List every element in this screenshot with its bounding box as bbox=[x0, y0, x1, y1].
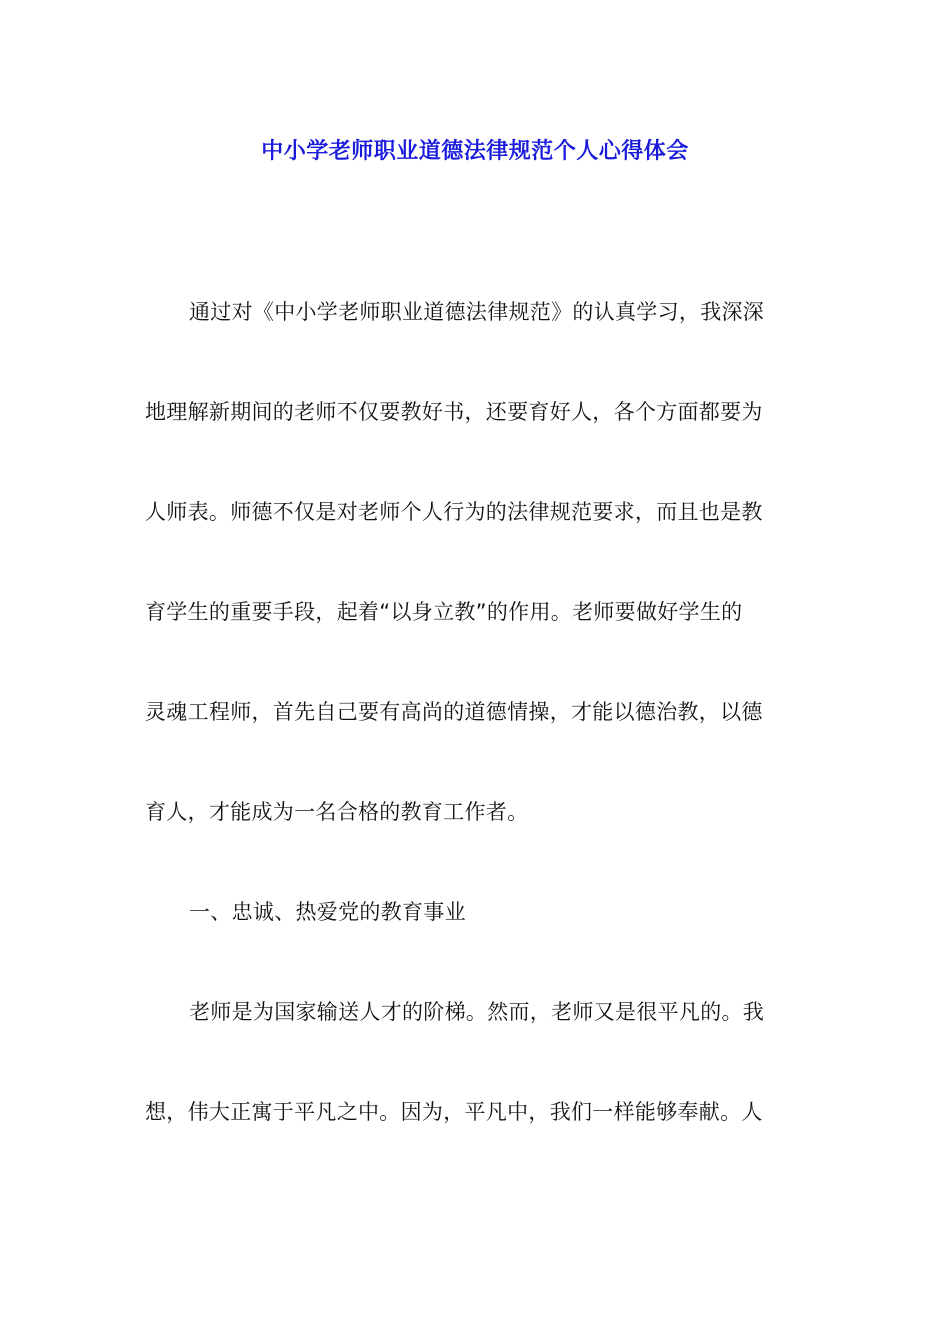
section-heading-text: 一、忠诚、热爱党的教育事业 bbox=[189, 900, 466, 924]
paragraph-line: 想，伟大正寓于平凡之中。因为，平凡中，我们一样能够奉献。人 bbox=[145, 1100, 763, 1124]
paragraph-line: 地理解新期间的老师不仅要教好书，还要育好人，各个方面都要为 bbox=[145, 400, 763, 424]
paragraph-line: 老师是为国家输送人才的阶梯。然而，老师又是很平凡的。我 bbox=[189, 1000, 765, 1024]
paragraph-line: 育学生的重要手段，起着“以身立教”的作用。老师要做好学生的 bbox=[145, 600, 743, 624]
section-heading bbox=[145, 862, 810, 962]
paragraph-section-1 bbox=[145, 962, 810, 1162]
paragraph-line: 育人，才能成为一名合格的教育工作者。 bbox=[145, 800, 529, 824]
paragraph-line: 通过对《中小学老师职业道德法律规范》的认真学习，我深深 bbox=[189, 300, 765, 324]
paragraph-line: 灵魂工程师，首先自己要有高尚的道德情操，才能以德治教，以德 bbox=[145, 700, 763, 724]
paragraph-intro bbox=[145, 262, 810, 862]
paragraph-line: 人师表。师德不仅是对老师个人行为的法律规范要求，而且也是教 bbox=[145, 500, 763, 524]
document-title: 中小学老师职业道德法律规范个人心得体会 bbox=[261, 139, 689, 164]
